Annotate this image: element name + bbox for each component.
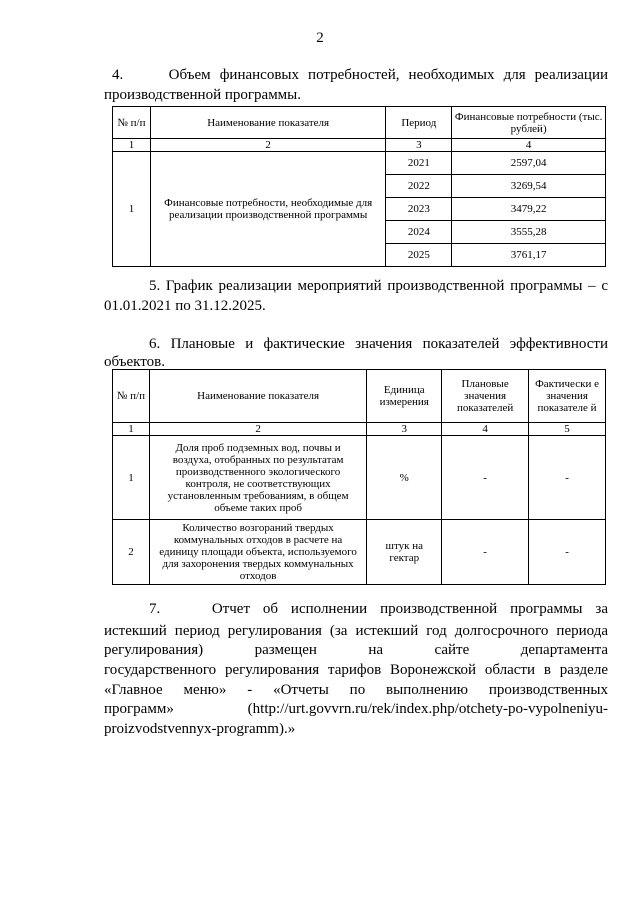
colnum: 3 bbox=[386, 139, 452, 152]
row-number: 1 bbox=[113, 436, 150, 520]
fact-cell: - bbox=[529, 436, 606, 520]
year-cell: 2025 bbox=[386, 244, 452, 267]
header-fact: Фактически е значения показателе й bbox=[529, 370, 606, 423]
page-number: 2 bbox=[316, 30, 324, 46]
section7-line7: proizvodstvennyx-programm).» bbox=[104, 721, 296, 737]
row-number: 1 bbox=[113, 152, 151, 267]
unit-cell: % bbox=[367, 436, 442, 520]
colnum: 4 bbox=[442, 423, 529, 436]
value-cell: 2597,04 bbox=[452, 152, 606, 175]
value-cell: 3479,22 bbox=[452, 198, 606, 221]
efficiency-indicators-table bbox=[112, 369, 606, 585]
unit-cell: штук на гектар bbox=[367, 520, 442, 585]
row-number: 2 bbox=[113, 520, 150, 585]
year-cell: 2024 bbox=[386, 221, 452, 244]
section6-heading-line2: объектов. bbox=[104, 354, 165, 370]
section7-line5: «Главное меню» - «Отчеты по выполнению производственных bbox=[104, 682, 608, 698]
colnum: 1 bbox=[113, 423, 150, 436]
row-indicator-name: Финансовые потребности, необходимые для реализации производственной программы bbox=[150, 152, 386, 267]
header-plan: Плановые значения показателей bbox=[442, 370, 529, 423]
plan-cell: - bbox=[442, 436, 529, 520]
section5-line1: 5. График реализации мероприятий производственной программы – с bbox=[149, 278, 608, 294]
header-fin: Финансовые потребности (тыс. рублей) bbox=[452, 107, 606, 139]
colnum: 4 bbox=[452, 139, 606, 152]
section7-line3: регулирования) размещен на сайте департамента bbox=[104, 642, 608, 658]
plan-cell: - bbox=[442, 520, 529, 585]
header-period: Период bbox=[386, 107, 452, 139]
section5-line2: 01.01.2021 по 31.12.2025. bbox=[104, 298, 266, 314]
year-cell: 2023 bbox=[386, 198, 452, 221]
section7-line2: истекший период регулирования (за истекший год долгосрочного периода bbox=[104, 623, 608, 639]
indicator-name: Доля проб подземных вод, почвы и воздуха, отобранных по результатам производственного экологического контроля, не соответствующих установленным требованиям, в общем объеме таких проб bbox=[149, 436, 366, 520]
section7-line6: программ» (http://urt.govvrn.ru/rek/index.php/otchety-po-vypolneniyu- bbox=[104, 701, 608, 717]
header-name: Наименование показателя bbox=[149, 370, 366, 423]
year-cell: 2022 bbox=[386, 175, 452, 198]
year-cell: 2021 bbox=[386, 152, 452, 175]
value-cell: 3269,54 bbox=[452, 175, 606, 198]
section7-line4: государственного регулирования тарифов Воронежской области в разделе bbox=[104, 662, 608, 678]
value-cell: 3761,17 bbox=[452, 244, 606, 267]
colnum: 1 bbox=[113, 139, 151, 152]
value-cell: 3555,28 bbox=[452, 221, 606, 244]
section4-heading-line2: производственной программы. bbox=[104, 87, 302, 103]
header-num: № п/п bbox=[113, 107, 151, 139]
section6-heading-line1: 6. Плановые и фактические значения показателей эффективности bbox=[149, 336, 608, 352]
colnum: 3 bbox=[367, 423, 442, 436]
header-unit: Единица измерения bbox=[367, 370, 442, 423]
indicator-name: Количество возгораний твердых коммунальных отходов в расчете на единицу площади объекта, используемого для захоронения твердых коммунальных отходов bbox=[149, 520, 366, 585]
colnum: 2 bbox=[150, 139, 386, 152]
header-num: № п/п bbox=[113, 370, 150, 423]
colnum: 5 bbox=[529, 423, 606, 436]
financial-needs-table bbox=[112, 106, 606, 267]
header-name: Наименование показателя bbox=[150, 107, 386, 139]
fact-cell: - bbox=[529, 520, 606, 585]
section7-line1: 7. Отчет об исполнении производственной программы за bbox=[149, 601, 608, 617]
colnum: 2 bbox=[149, 423, 366, 436]
section4-heading-line1: 4. Объем финансовых потребностей, необходимых для реализации bbox=[112, 67, 608, 83]
